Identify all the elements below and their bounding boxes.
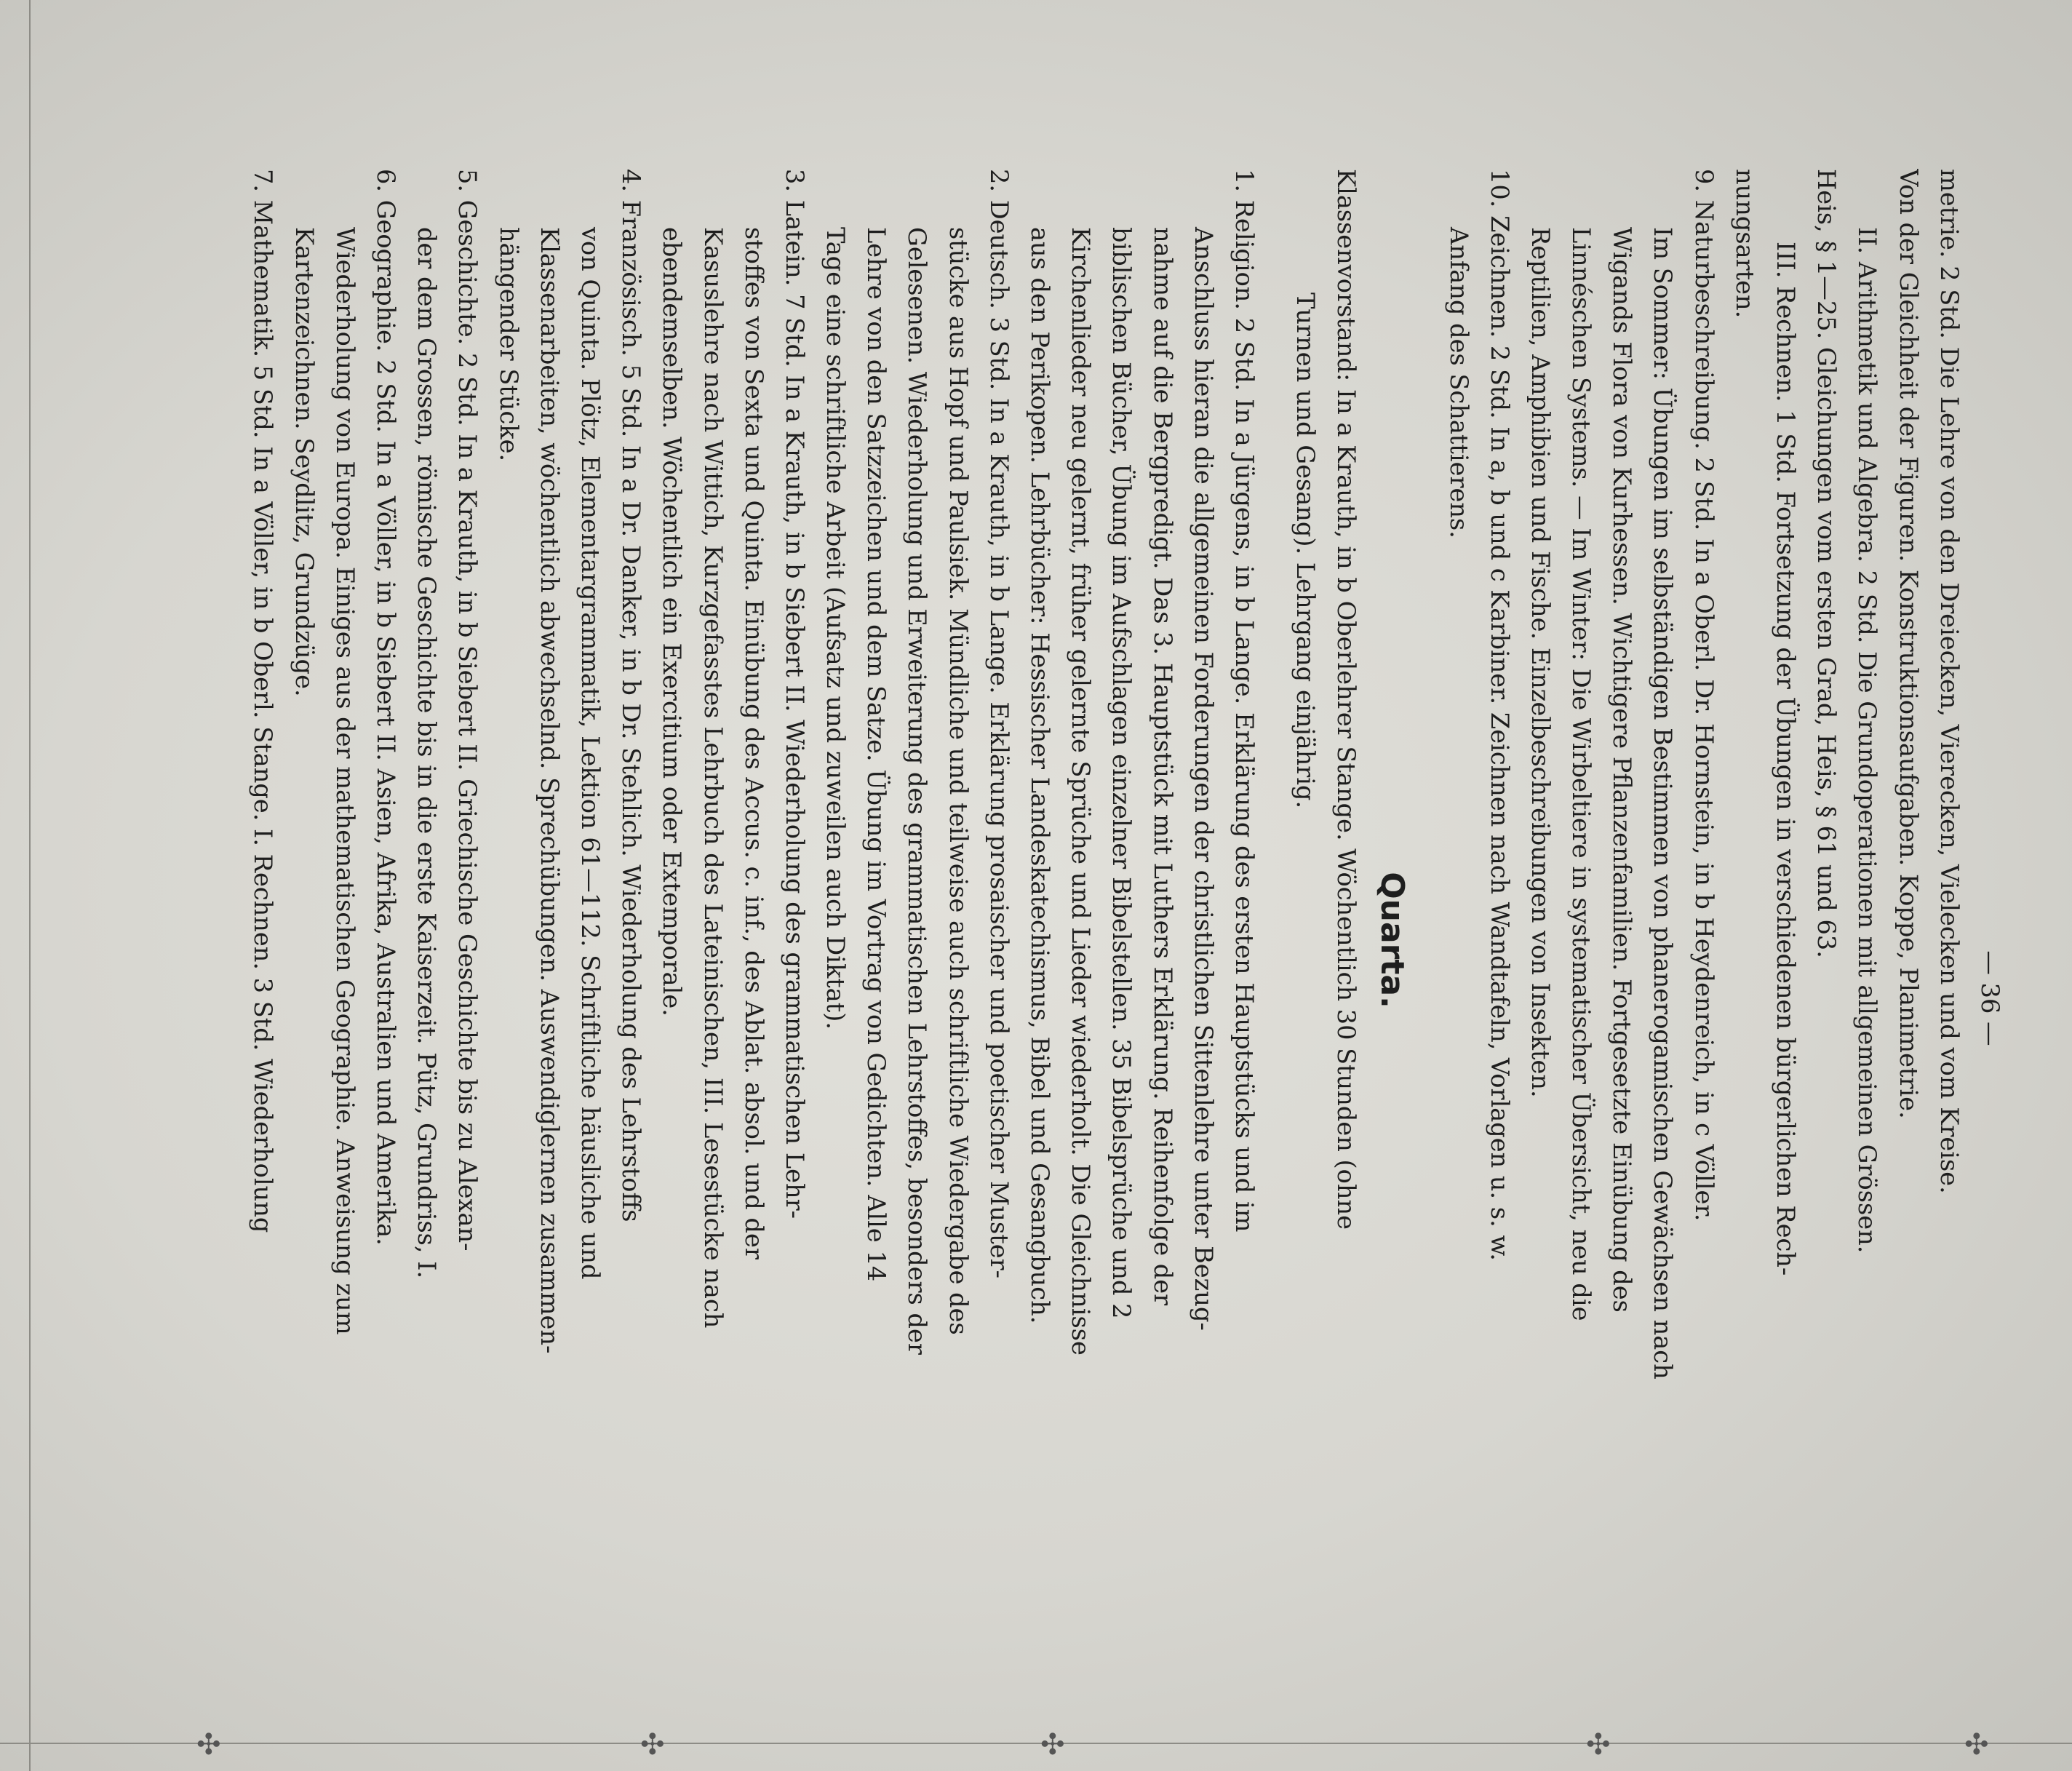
klassenvorstand-block xyxy=(1285,169,1366,1682)
text-line: der dem Grossen, römische Geschichte bis in die erste Kaiserzeit. Pütz, Grundriss, I. xyxy=(413,227,442,1279)
page-number: — 36 — xyxy=(1976,950,2004,1046)
text-line: Tage eine schriftliche Arbeit (Aufsatz und zuweilen auch Diktat). xyxy=(821,227,850,1030)
list-item-start: 2. Deutsch. 3 Std. In a Krauth, in b Lange. Erklärung prosaischer und poetischer Muster- xyxy=(984,169,1013,1279)
text-line: Wiederholung von Europa. Einiges aus der mathematischen Geographie. Anweisung zum xyxy=(330,227,359,1335)
text-line: nahme auf die Bergpredigt. Das 3. Hauptstück mit Luthers Erklärung. Reihenfolge der xyxy=(1148,227,1177,1306)
text-line: Im Sommer: Übungen im selbständigen Bestimmen von phanerogamischen Gewächsen nach xyxy=(1649,227,1678,1380)
list-item-start: 10. Zeichnen. 2 Std. In a, b und c Karbiner. Zeichnen nach Wandtafeln, Vorlagen u. s. w. xyxy=(1485,169,1514,1261)
binding-stitch-mark: ✣ xyxy=(1964,1728,1989,1762)
list-item-start: 4. Französisch. 5 Std. In a Dr. Danker, in b Dr. Stehlich. Wiederholung des Lehrstoffs xyxy=(617,169,646,1222)
preceding-section xyxy=(1438,169,1969,1682)
text-line: aus den Perikopen. Lehrbücher: Hessischer Landeskatechismus, Bibel und Gesangbuch. xyxy=(1026,227,1055,1324)
text-line: nungsarten. xyxy=(1730,169,1759,319)
subject-list xyxy=(242,169,1264,1682)
text-line: von Quinta. Plötz, Elementargrammatik, Lektion 61—112. Schriftliche häusliche und xyxy=(576,227,605,1280)
text-line: Anschluss hieran die allgemeinen Forderungen der christlichen Sittenlehre unter Bezug- xyxy=(1189,227,1218,1331)
text-line: Gelesenen. Wiederholung und Erweiterung des grammatischen Lehrstoffes, besonders der xyxy=(903,227,932,1355)
text-line: metrie. 2 Std. Die Lehre von den Dreiecken, Vierecken, Vielecken und vom Kreise. xyxy=(1934,169,1964,1194)
text-line: ebendemselben. Wöchentlich ein Exercitium oder Extemporale. xyxy=(658,227,687,1016)
page-content xyxy=(242,169,2010,1682)
list-item-start: 7. Mathematik. 5 Std. In a Völler, in b Oberl. Stange. I. Rechnen. 3 Std. Wiederholung xyxy=(249,169,278,1233)
text-line: Wigands Flora von Kurhessen. Wichtigere Pflanzenfamilien. Fortgesetzte Einübung des xyxy=(1608,227,1637,1313)
text-line: Reptilien, Amphibien und Fische. Einzelbeschreibungen von Insekten. xyxy=(1526,227,1555,1098)
binding-stitch-mark: ✣ xyxy=(640,1728,665,1762)
text-line: Heis, § 1—25. Gleichungen vom ersten Grad, Heis, § 61 und 63. xyxy=(1812,169,1841,958)
text-line: Klassenarbeiten, wöchentlich abwechselnd. Sprechübungen. Auswendiglernen zusammen- xyxy=(535,227,564,1354)
list-item-start: 1. Religion. 2 Std. In a Jürgens, in b Lange. Erklärung des ersten Hauptstücks und im xyxy=(1230,169,1259,1233)
binding-stitch-mark: ✣ xyxy=(1586,1728,1611,1762)
list-item-start: 5. Geschichte. 2 Std. In a Krauth, in b Siebert II. Griechische Geschichte bis zu Alexan- xyxy=(453,169,482,1251)
text-line: Linnéschen Systems. — Im Winter: Die Wirbeltiere in systematischer Übersicht, neu die xyxy=(1567,227,1596,1321)
binding-stitch-mark: ✣ xyxy=(196,1728,221,1762)
list-item-start: 3. Latein. 7 Std. In a Krauth, in b Siebert II. Wiederholung des grammatischen Lehr- xyxy=(780,169,809,1219)
text-line: biblischen Bücher, Übung im Aufschlagen einzelner Bibelstellen. 35 Bibelsprüche und 2 xyxy=(1107,227,1136,1319)
text-line: III. Rechnen. 1 Std. Fortsetzung der Übungen in verschiedenen bürgerlichen Rech- xyxy=(1772,242,1801,1276)
text-line: Von der Gleichheit der Figuren. Konstruktionsaufgaben. Koppe, Planimetrie. xyxy=(1894,169,1923,1119)
section-heading: Quarta. xyxy=(1374,872,1411,1008)
text-line: Anfang des Schattierens. xyxy=(1444,227,1473,538)
text-line: II. Arithmetik und Algebra. 2 Std. Die Grundoperationen mit allgemeinen Grössen. xyxy=(1853,227,1882,1254)
text-line: Lehre von den Satzzeichen und dem Satze. Übung im Vortrag von Gedichten. Alle 14 xyxy=(862,227,891,1282)
text-line: Turnen und Gesang). Lehrgang einjährig. xyxy=(1291,292,1320,809)
text-line: stücke aus Hopf und Paulsiek. Mündliche und teilweise auch schriftliche Wiedergabe des xyxy=(944,227,973,1335)
text-line: hängender Stücke. xyxy=(494,227,523,462)
list-item-start: 6. Geographie. 2 Std. In a Völler, in b Siebert II. Asien, Afrika, Australien und Amerika. xyxy=(372,169,401,1246)
page-edge-line xyxy=(0,1743,2072,1744)
text-line: stoffes von Sexta und Quinta. Einübung des Accus. c. inf., des Ablat. absol. und der xyxy=(739,227,768,1259)
list-item-start: 9. Naturbeschreibung. 2 Std. In a Oberl. Dr. Hornstein, in b Heydenreich, in c Völler. xyxy=(1689,169,1718,1222)
text-line: Kirchenlieder neu gelernt, früher gelernte Sprüche und Lieder wiederholt. Die Gleichnisse xyxy=(1067,227,1096,1356)
text-line: Kartenzeichnen. Seydlitz, Grundzüge. xyxy=(290,227,319,697)
rotated-page xyxy=(0,49,2072,1722)
binding-stitch-mark: ✣ xyxy=(1040,1728,1065,1762)
text-line: Kasuslehre nach Wittich, Kurzgefasstes Lehrbuch des Lateinischen, III. Lesestücke nach xyxy=(698,227,728,1329)
text-line: Klassenvorstand: In a Krauth, in b Oberlehrer Stange. Wöchentlich 30 Stunden (ohne xyxy=(1332,169,1361,1230)
